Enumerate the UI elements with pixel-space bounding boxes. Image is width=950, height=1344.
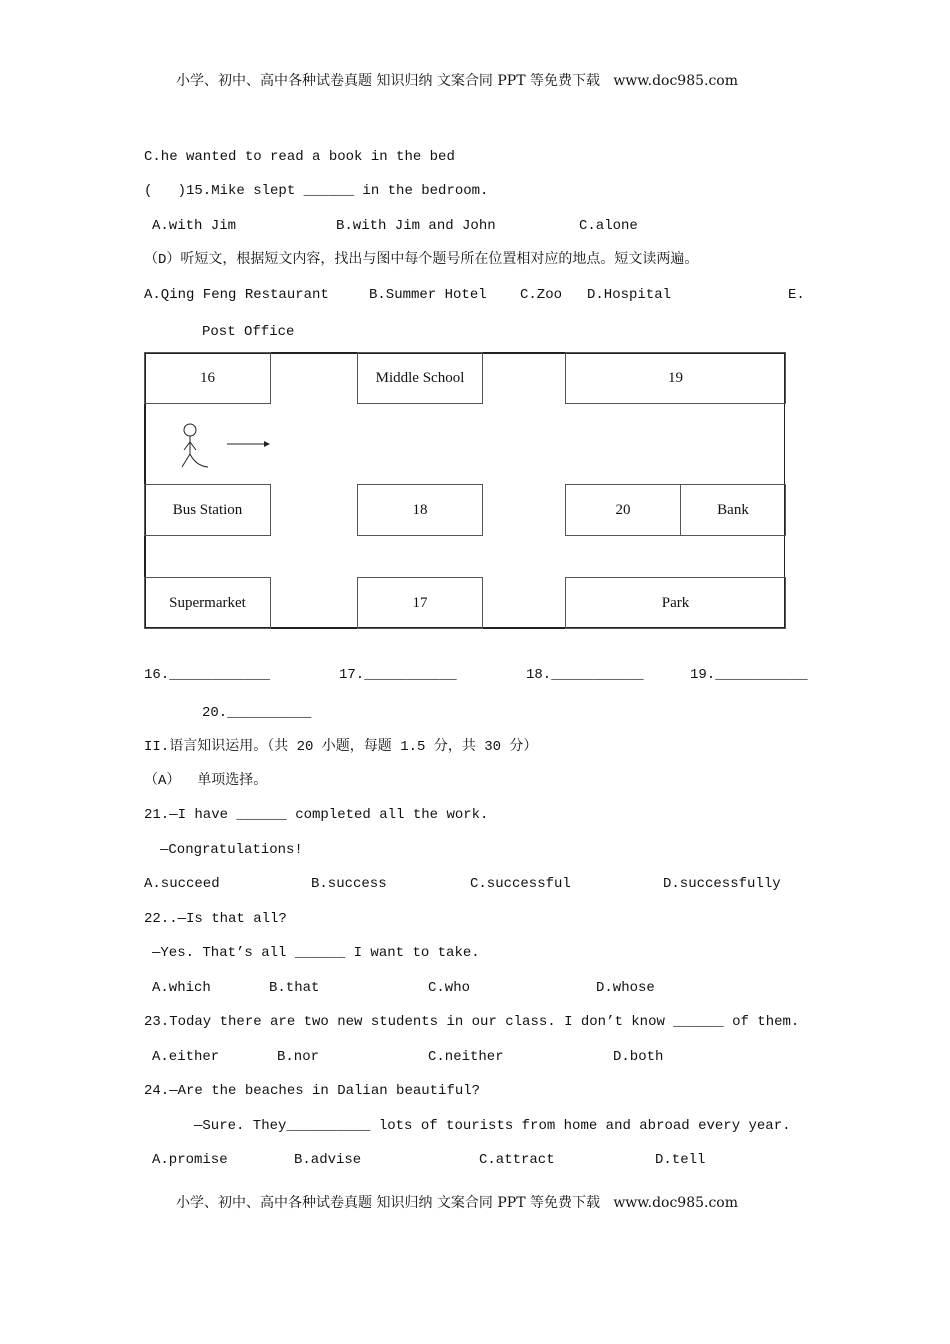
answer-17: 17.___________ [339,667,457,683]
part-2-heading: II.语言知识运用。（共 20 小题，每题 1.5 分，共 30 分） [144,739,538,755]
q22-reply: —Yes. That’s all ______ I want to take. [152,945,480,961]
q21-reply: —Congratulations! [160,842,303,858]
map-box-19: 19 [565,352,786,404]
q24-option-c: C.attract [479,1152,555,1168]
q21-option-b: B.success [311,876,387,892]
place-option-e-letter: E. [788,287,805,303]
question-15: ( )15.Mike slept ______ in the bedroom. [144,183,489,199]
map-box-bank: Bank [680,484,786,536]
place-option-d: D.Hospital [587,287,672,303]
answer-19: 19.___________ [690,667,808,683]
map-box-17: 17 [357,577,483,629]
q22-option-a: A.which [152,980,211,996]
q23-option-b: B.nor [277,1049,320,1065]
q24-reply: —Sure. They__________ lots of tourists from home and abroad every year. [194,1118,791,1134]
answer-16: 16.____________ [144,667,271,683]
street-map [144,352,785,629]
q15-option-a: A.with Jim [152,218,237,234]
map-box-20: 20 [565,484,681,536]
question-22: 22..—Is that all? [144,911,287,927]
answer-20: 20.__________ [202,705,312,721]
map-box-bus-station: Bus Station [144,484,271,536]
map-box-middle-school: Middle School [357,352,483,404]
question-24: 24.—Are the beaches in Dalian beautiful? [144,1083,481,1099]
q21-option-d: D.successfully [663,876,781,892]
q24-option-d: D.tell [655,1152,706,1168]
map-box-18: 18 [357,484,483,536]
map-box-supermarket: Supermarket [144,577,271,629]
page-header: 小学、初中、高中各种试卷真题 知识归纳 文案合同 PPT 等免费下载 www.doc985.com [176,73,739,89]
question-21: 21.—I have ______ completed all the work. [144,807,489,823]
q23-option-c: C.neither [428,1049,504,1065]
q21-option-c: C.successful [470,876,571,892]
place-option-c: C.Zoo [520,287,563,303]
q22-option-b: B.that [269,980,320,996]
page-footer: 小学、初中、高中各种试卷真题 知识归纳 文案合同 PPT 等免费下载 www.doc985.com [176,1195,739,1211]
map-box-16: 16 [144,352,271,404]
person-walking-icon [174,422,274,472]
place-option-b: B.Summer Hotel [369,287,487,303]
q15-option-b: B.with Jim and John [336,218,496,234]
question-23: 23.Today there are two new students in our class. I don’t know ______ of them. [144,1014,800,1030]
place-option-a: A.Qing Feng Restaurant [144,287,329,303]
q22-option-c: C.who [428,980,471,996]
map-box-park: Park [565,577,786,629]
answer-18: 18.___________ [526,667,644,683]
part-d-instructions: （D）听短文，根据短文内容，找出与图中每个题号所在位置相对应的地点。短文读两遍。 [144,252,699,268]
q24-option-a: A.promise [152,1152,228,1168]
q15-option-c: C.alone [579,218,638,234]
q23-option-a: A.either [152,1049,220,1065]
part-a-heading: （A） 单项选择。 [144,773,268,789]
q14-option-c: C.he wanted to read a book in the bed [144,149,455,165]
q23-option-d: D.both [613,1049,664,1065]
q21-option-a: A.succeed [144,876,220,892]
place-option-e: Post Office [202,324,295,340]
q24-option-b: B.advise [294,1152,362,1168]
q22-option-d: D.whose [596,980,655,996]
